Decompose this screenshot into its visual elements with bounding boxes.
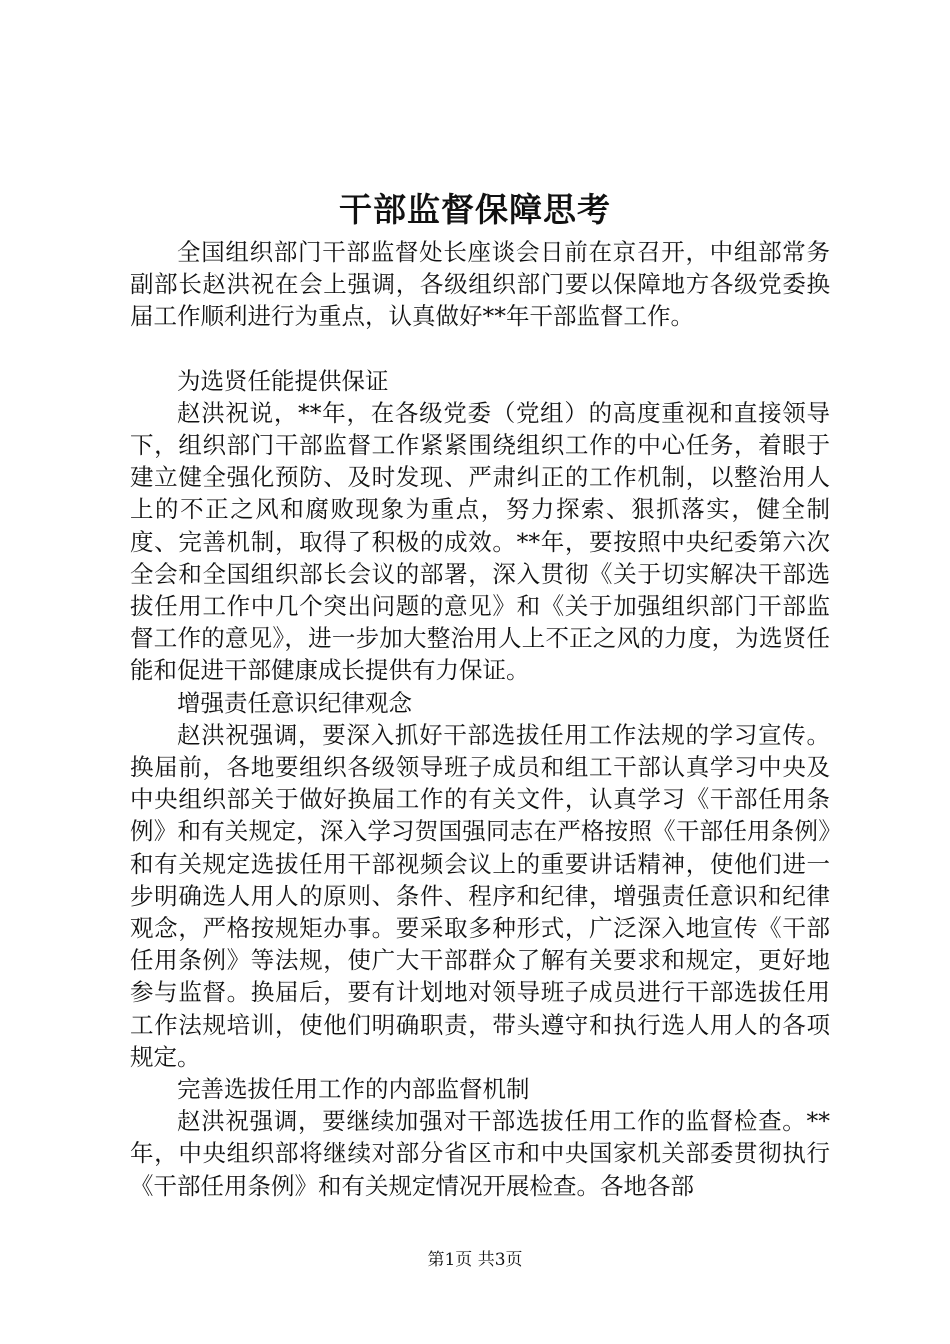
intro-paragraph: 全国组织部门干部监督处长座谈会日前在京召开，中组部常务副部长赵洪祝在会上强调，各级组织部门要以保障地方各级党委换届工作顺利进行为重点，认真做好**年干部监督工作。	[130, 238, 830, 331]
document-title: 干部监督保障思考	[339, 190, 611, 229]
section-heading: 增强责任意识纪律观念	[177, 688, 412, 717]
page-footer: 第1页 共3页	[427, 1250, 523, 1270]
section-heading: 完善选拔任用工作的内部监督机制	[177, 1075, 530, 1104]
body-paragraph: 赵洪祝说，**年，在各级党委（党组）的高度重视和直接领导下，组织部门干部监督工作紧紧围绕组织工作的中心任务，着眼于建立健全强化预防、及时发现、严肃纠正的工作机制，以整治用人上的不正之风和腐败现象为重点，努力探索、狠抓落实，健全制度、完善机制，取得了积极的成效。**年，要按照中央纪委第六次全会和全国组织部长会议的部署，深入贯彻《关于切实解决干部选拔任用工作中几个突出问题的意见》和《关于加强组织部门干部监督工作的意见》，进一步加大整治用人上不正之风的力度，为选贤任能和促进干部健康成长提供有力保证。	[130, 398, 830, 685]
section-heading: 为选贤任能提供保证	[177, 366, 389, 395]
paragraph-gap	[130, 333, 830, 365]
document-body	[130, 236, 830, 1202]
body-paragraph: 赵洪祝强调，要深入抓好干部选拔任用工作法规的学习宣传。换届前，各地要组织各级领导班子成员和组工干部认真学习中央及中央组织部关于做好换届工作的有关文件，认真学习《干部任用条例》和有关规定，深入学习贺国强同志在严格按照《干部任用条例》和有关规定选拔任用干部视频会议上的重要讲话精神，使他们进一步明确选人用人的原则、条件、程序和纪律，增强责任意识和纪律观念，严格按规矩办事。要采取多种形式，广泛深入地宣传《干部任用条例》等法规，使广大干部群众了解有关要求和规定，更好地参与监督。换届后，要有计划地对领导班子成员进行干部选拔任用工作法规培训，使他们明确职责，带头遵守和执行选人用人的各项规定。	[130, 720, 830, 1071]
body-paragraph: 赵洪祝强调，要继续加强对干部选拔任用工作的监督检查。**年，中央组织部将继续对部分省区市和中央国家机关部委贯彻执行《干部任用条例》和有关规定情况开展检查。各地各部	[130, 1107, 830, 1200]
